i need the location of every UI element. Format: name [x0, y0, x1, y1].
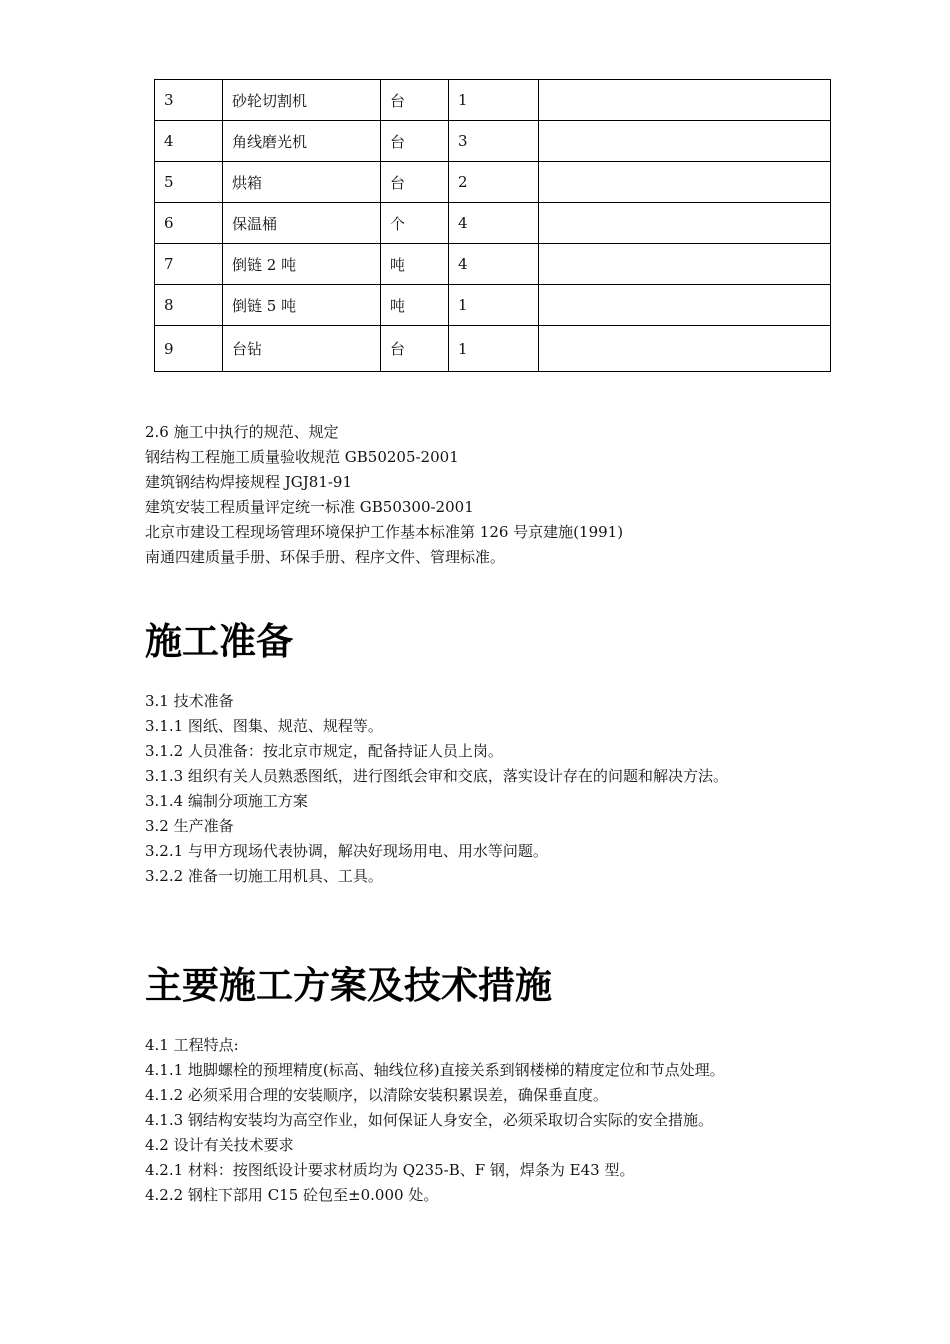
equipment-quantity: 2 — [449, 162, 539, 203]
equipment-unit: 个 — [381, 203, 449, 244]
standards-section — [145, 420, 845, 570]
standard-item: 钢结构工程施工质量验收规范 GB50205-2001 — [145, 448, 459, 466]
equipment-unit: 台 — [381, 80, 449, 121]
row-number: 8 — [155, 285, 223, 326]
paragraph-line: 3.1.1 图纸、图集、规范、规程等。 — [145, 717, 383, 735]
paragraph-line: 4.1 工程特点: — [145, 1036, 239, 1054]
equipment-quantity: 4 — [449, 244, 539, 285]
paragraph-line: 3.1.3 组织有关人员熟悉图纸，进行图纸会审和交底，落实设计存在的问题和解决方法。 — [145, 767, 728, 785]
equipment-name: 砂轮切割机 — [223, 80, 381, 121]
equipment-unit: 吨 — [381, 244, 449, 285]
row-number: 7 — [155, 244, 223, 285]
standard-item: 建筑钢结构焊接规程 JGJ81-91 — [145, 473, 353, 491]
standard-item: 南通四建质量手册、环保手册、程序文件、管理标准。 — [145, 548, 506, 566]
equipment-note — [539, 326, 831, 372]
equipment-unit: 台 — [381, 121, 449, 162]
table-row — [155, 162, 831, 203]
paragraph-line: 4.2 设计有关技术要求 — [145, 1136, 294, 1154]
paragraph-line: 3.2.2 准备一切施工用机具、工具。 — [145, 867, 383, 885]
row-number: 9 — [155, 326, 223, 372]
table-row — [155, 285, 831, 326]
equipment-name: 保温桶 — [223, 203, 381, 244]
table-row — [155, 203, 831, 244]
equipment-name: 台钻 — [223, 326, 381, 372]
equipment-note — [539, 121, 831, 162]
section-subtitle: 2.6 施工中执行的规范、规定 — [145, 423, 339, 441]
row-number: 3 — [155, 80, 223, 121]
paragraph-line: 3.2 生产准备 — [145, 817, 234, 835]
table-row — [155, 121, 831, 162]
equipment-note — [539, 244, 831, 285]
equipment-quantity: 1 — [449, 326, 539, 372]
equipment-quantity: 3 — [449, 121, 539, 162]
equipment-name: 烘箱 — [223, 162, 381, 203]
equipment-note — [539, 203, 831, 244]
heading-main-construction-plan: 主要施工方案及技术措施 — [145, 964, 552, 1007]
table-row — [155, 80, 831, 121]
equipment-table — [154, 79, 831, 372]
equipment-quantity: 4 — [449, 203, 539, 244]
equipment-quantity: 1 — [449, 285, 539, 326]
equipment-note — [539, 162, 831, 203]
equipment-name: 倒链 2 吨 — [223, 244, 381, 285]
equipment-note — [539, 285, 831, 326]
standard-item: 建筑安装工程质量评定统一标准 GB50300-2001 — [145, 498, 474, 516]
paragraph-line: 4.1.2 必须采用合理的安装顺序，以清除安装积累误差，确保垂直度。 — [145, 1086, 608, 1104]
table-row — [155, 244, 831, 285]
row-number: 4 — [155, 121, 223, 162]
row-number: 6 — [155, 203, 223, 244]
preparation-section — [145, 689, 845, 889]
paragraph-line: 3.2.1 与甲方现场代表协调，解决好现场用电、用水等问题。 — [145, 842, 548, 860]
construction-plan-section — [145, 1033, 845, 1208]
paragraph-line: 3.1.2 人员准备：按北京市规定，配备持证人员上岗。 — [145, 742, 503, 760]
equipment-note — [539, 80, 831, 121]
equipment-quantity: 1 — [449, 80, 539, 121]
paragraph-line: 4.2.2 钢柱下部用 C15 砼包至±0.000 处。 — [145, 1186, 439, 1204]
heading-construction-preparation: 施工准备 — [145, 620, 293, 663]
table-row — [155, 326, 831, 372]
equipment-name: 角线磨光机 — [223, 121, 381, 162]
paragraph-line: 4.1.1 地脚螺栓的预埋精度(标高、轴线位移)直接关系到钢楼梯的精度定位和节点处理。 — [145, 1061, 725, 1079]
paragraph-line: 3.1.4 编制分项施工方案 — [145, 792, 308, 810]
paragraph-line: 4.1.3 钢结构安装均为高空作业，如何保证人身安全，必须采取切合实际的安全措施。 — [145, 1111, 713, 1129]
equipment-unit: 台 — [381, 162, 449, 203]
equipment-name: 倒链 5 吨 — [223, 285, 381, 326]
paragraph-line: 4.2.1 材料：按图纸设计要求材质均为 Q235-B、F 钢，焊条为 E43 型。 — [145, 1161, 635, 1179]
row-number: 5 — [155, 162, 223, 203]
paragraph-line: 3.1 技术准备 — [145, 692, 234, 710]
equipment-unit: 台 — [381, 326, 449, 372]
standard-item: 北京市建设工程现场管理环境保护工作基本标准第 126 号京建施(1991) — [145, 523, 624, 541]
equipment-unit: 吨 — [381, 285, 449, 326]
